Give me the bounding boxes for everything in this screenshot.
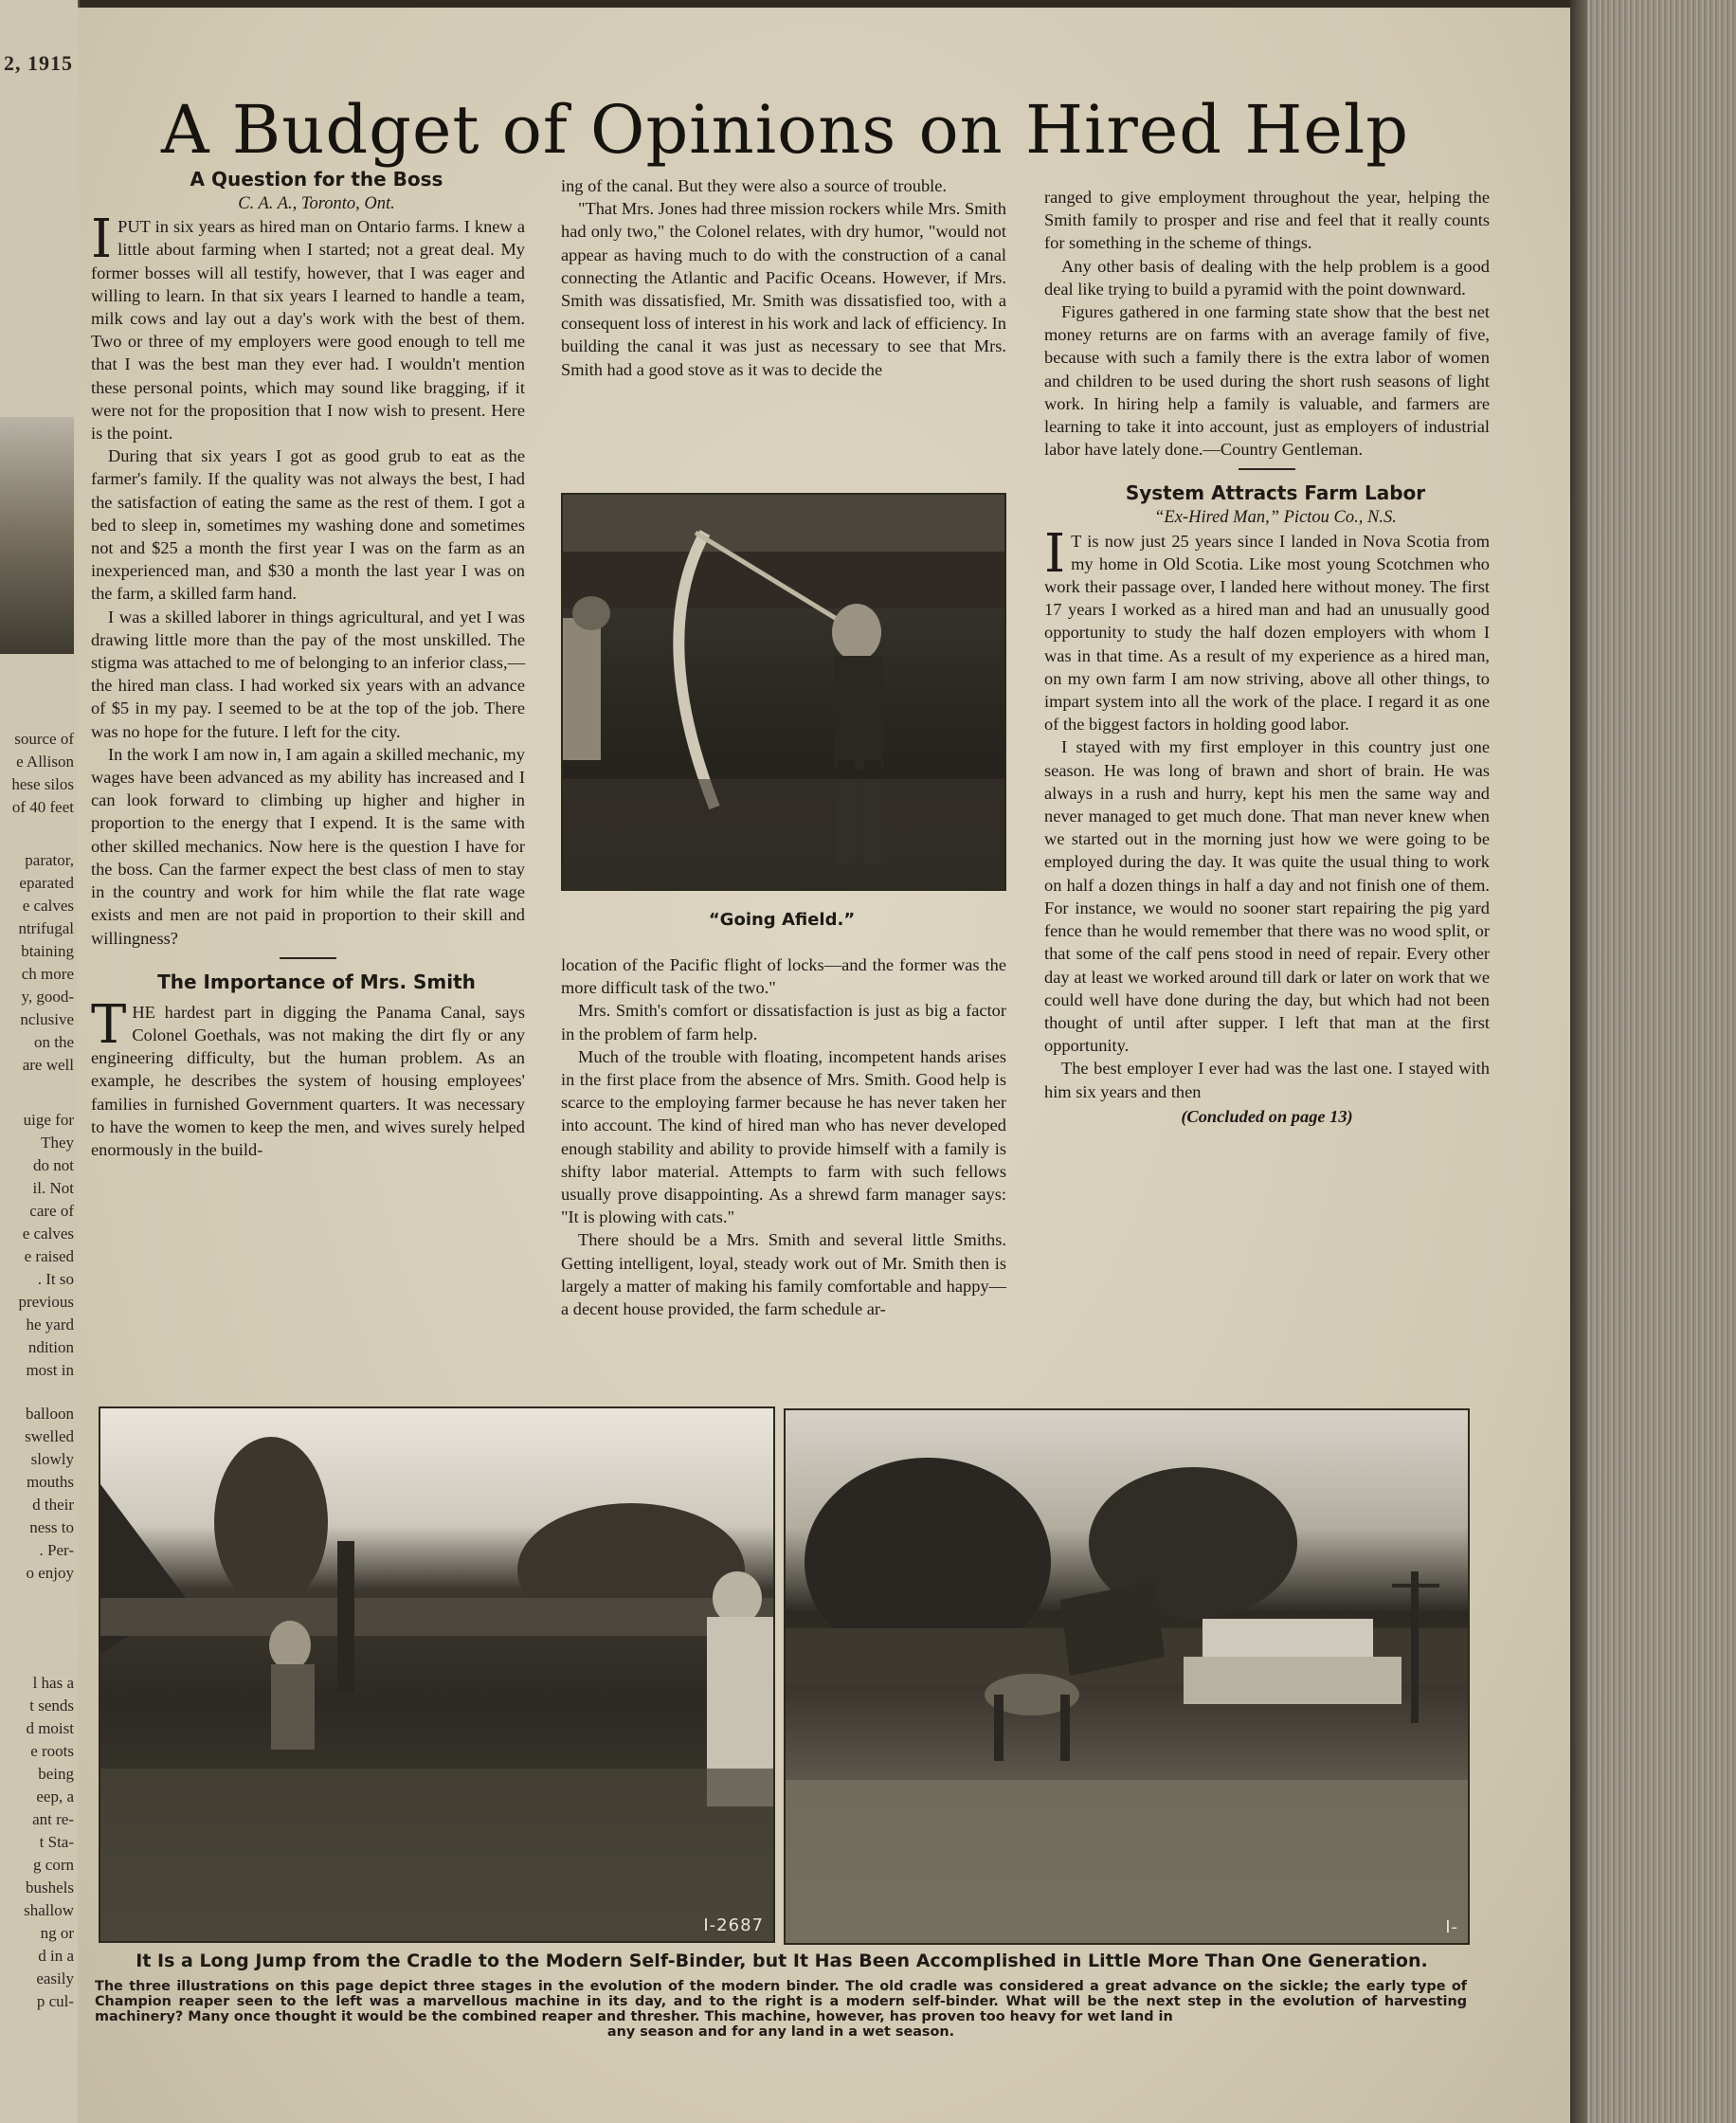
article-paragraph: Much of the trouble with floating, incompetent hands arises in the first place from the absence of Mrs. Smith. Good help is scarce to the employing farmer because he has never taken her into account. The kind of hired man who has never developed enough stability and ability to provide himself with a family is shifty labor material. Attempts to farm with such fellows usually prove disappointing. As a shrewd farm manager says: "It is plowing with cats." — [561, 1046, 1006, 1227]
column-2-lower — [561, 953, 1006, 1320]
drop-cap: I — [91, 209, 113, 271]
article-title-boss: A Question for the Boss — [190, 168, 443, 191]
article-paragraph: I stayed with my first employer in this country just one season. He was long of brawn and short of brain. He was always in a rush and hurry, kept his men the same way and never managed to get much done. That man never knew when we started out in the morning just how we were going to be employed during the day. It was quite the usual thing to work on half a dozen things in half a day and not finish one of them. For instance, we would no sooner start repairing the pig yard fence than he would remember that there was no wood split, or that some of the calf pens stood in need of repair. Every other day at least we worked around till dark or later on work that we could well have done during the day, but which had not been thought of until after supper. I left that man at the first opportunity. — [1044, 737, 1490, 1056]
article-paragraph: During that six years I got as good grub to eat as the farmer's family. If the quality was not always the best, I had the satisfaction of eating the same as the rest of them. I got a bed to sleep in, sometimes my washing done and sometimes not and $25 a month the first year I was on the farm as an inexperienced man, and $30 a month the last year I was on the farm, a skilled farm hand. — [91, 446, 525, 604]
column-1 — [91, 166, 525, 1161]
article-paragraph: I T is now just 25 years since I landed in Nova Scotia from my home in Old Scotia. Like most young Scotchmen who work their passage over, I landed here without money. The first 17 years I worked as a hired man and had an unusually good opportunity to study the half dozen employers with whom I was in that time. As a result of my experience as a hired man, on my own farm I am now striving, above all other things, to impart system into all the work of the place. I regard it as one of the biggest factors in holding good labor. — [1044, 522, 1490, 735]
previous-page-photo — [0, 417, 74, 654]
article-paragraph: IPUT in six years as hired man on Ontario farms. I knew a little about farming when I started; not a great deal. My former bosses will all testify, however, that I was eager and willing to learn. In that six years I learned to handle a team, milk cows and lay out a day's work with the best of them. Two or three of my employers were good enough to tell me that I was the best man they ever had. I wouldn't mention these personal points, which may sound like bragging, if it were not for the proposition that I now wish to present. Here is the point. — [91, 209, 525, 444]
going-afield-caption: “Going Afield.” — [708, 910, 856, 930]
article-byline-boss: C. A. A., Toronto, Ont. — [238, 194, 395, 213]
previous-page-strip — [0, 0, 80, 2123]
article-paragraph: There should be a Mrs. Smith and several little Smiths. Getting intelligent, loyal, steady work out of Mr. Smith then is largely a matter of making his family comfortable and happy—a decent house provided, the farm schedule ar- — [561, 1230, 1006, 1319]
column-2 — [561, 174, 1006, 381]
section-divider — [280, 957, 336, 959]
continuation-note: (Concluded on page 13) — [1181, 1106, 1353, 1126]
margin-text-d: balloon swelled slowly mouths d their ness to . Per- o enjoy — [25, 1405, 74, 1582]
self-binder-illustration — [786, 1410, 1468, 1943]
bottom-headline-caption: It Is a Long Jump from the Cradle to the Modern Self-Binder, but It Has Been Accomplished in Little More Than One Generation. — [136, 1951, 1428, 1971]
article-paragraph: location of the Pacific flight of locks—and the former was the more difficult task of the two." — [561, 955, 1006, 998]
scythe-illustration — [563, 495, 1004, 889]
book-page-edges — [1570, 0, 1736, 2123]
margin-text-b: parator, eparated e calves ntrifugal btaining ch more y, good- nclusive on the are well — [18, 851, 74, 1074]
bottom-explanatory-caption: The three illustrations on this page depict three stages in the evolution of the modern binder. The old cradle was considered a great advance on the sickle; the early type of Champion reaper seen to the left was a marvellous machine in its day, and to the right is a modern self-binder. What will be the next step in the evolution of harvesting machinery? Many once thought it would be the combined reaper and thresher. This machine, however, has proven too heavy for wet land in any season and for any land in a wet season. — [95, 1979, 1467, 2040]
article-paragraph: Any other basis of dealing with the help problem is a good deal like trying to build a pyramid with the point downward. — [1044, 256, 1490, 299]
article-paragraph: "That Mrs. Jones had three mission rockers while Mrs. Smith had only two," the Colonel relates, with dry humor, "would not appear as having much to do with the construction of a canal connecting the Atlantic and Pacific Oceans. However, if Mrs. Smith was dissatisfied, Mr. Smith was dissatisfied too, with a consequent loss of interest in his work and lack of efficiency. In building the canal it was just as necessary to see that Mrs. Smith had a good stove as it was to decide the — [561, 199, 1006, 379]
page-date-fragment: 2, 1915 — [4, 51, 73, 75]
article-paragraph: The best employer I ever had was the last one. I stayed with him six years and then — [1044, 1059, 1490, 1101]
page-headline: A Budget of Opinions on Hired Help — [161, 91, 1410, 169]
margin-text-e: l has a t sends d moist e roots being eep, a ant re- t Sta- g corn bushels shallow ng or d in a easily p cul- — [24, 1674, 74, 2010]
margin-text-c: uige for They do not il. Not care of e calves e raised . It so previous he yard ndition most in — [18, 1111, 74, 1379]
article-paragraph: I was a skilled laborer in things agricultural, and yet I was drawing little more than the pay of the most unskilled. The stigma was attached to me of belonging to an inferior class,—the hired man class. I had worked six years with an advance of $5 in my pay. I seemed to be at the top of the job. There was no hope for the future. I left for the city. — [91, 607, 525, 741]
article-paragraph: Mrs. Smith's comfort or dissatisfaction is just as big a factor in the problem of farm help. — [561, 1001, 1006, 1043]
drop-cap: T — [91, 993, 127, 1056]
article-byline-system: “Ex-Hired Man,” Pictou Co., N.S. — [1154, 508, 1397, 528]
plate-number-right: I- — [1445, 1917, 1458, 1937]
article-title-system: System Attracts Farm Labor — [1125, 481, 1426, 505]
article-paragraph: ranged to give employment throughout the year, helping the Smith family to prosper and rise and feel that it really counts for something in the scheme of things. — [1044, 188, 1490, 253]
drop-cap: I — [1044, 522, 1066, 585]
article-title-mrs-smith: The Importance of Mrs. Smith — [157, 970, 476, 993]
going-afield-photo — [561, 493, 1006, 891]
article-paragraph: Figures gathered in one farming state show that the best net money returns are on farms with an average family of five, because with such a family there is the extra labor of women and children to be used during the short rush seasons of light work. In hiring help a family is valuable, and farmers are learning to take it into account, just as employers of industrial labor have lately done.—Country Gentleman. — [1044, 302, 1490, 460]
section-divider — [1239, 468, 1295, 470]
margin-text-a: source of e Allison hese silos of 40 feet — [11, 730, 74, 816]
article-paragraph: In the work I am now in, I am again a skilled mechanic, my wages have been advanced as my ability has increased and I can look forward to climbing up higher and higher in proportion to the energy that I expend. It is the same with other skilled mechanics. Now here is the question I have for the boss. Can the farmer expect the best class of men to stay in the country and work for him while the flat rate wage exists and men are not paid in proportion to their skill and willingness? — [91, 744, 525, 948]
cradle-reaper-photo — [99, 1406, 775, 1943]
self-binder-photo — [784, 1408, 1470, 1945]
plate-number-left: I-2687 — [703, 1915, 764, 1935]
reaper-field-illustration — [100, 1408, 773, 1941]
article-paragraph: THE hardest part in digging the Panama Canal, says Colonel Goethals, was not making the dirt fly or any engineering difficulty, but the human problem. As an example, he describes the system of housing employees' families in furnished Government quarters. It was necessary to have the women to keep the men, and wives surely helped enormously in the build- — [91, 993, 525, 1159]
column-3 — [1044, 186, 1490, 1128]
article-paragraph: ing of the canal. But they were also a source of trouble. — [561, 176, 948, 195]
